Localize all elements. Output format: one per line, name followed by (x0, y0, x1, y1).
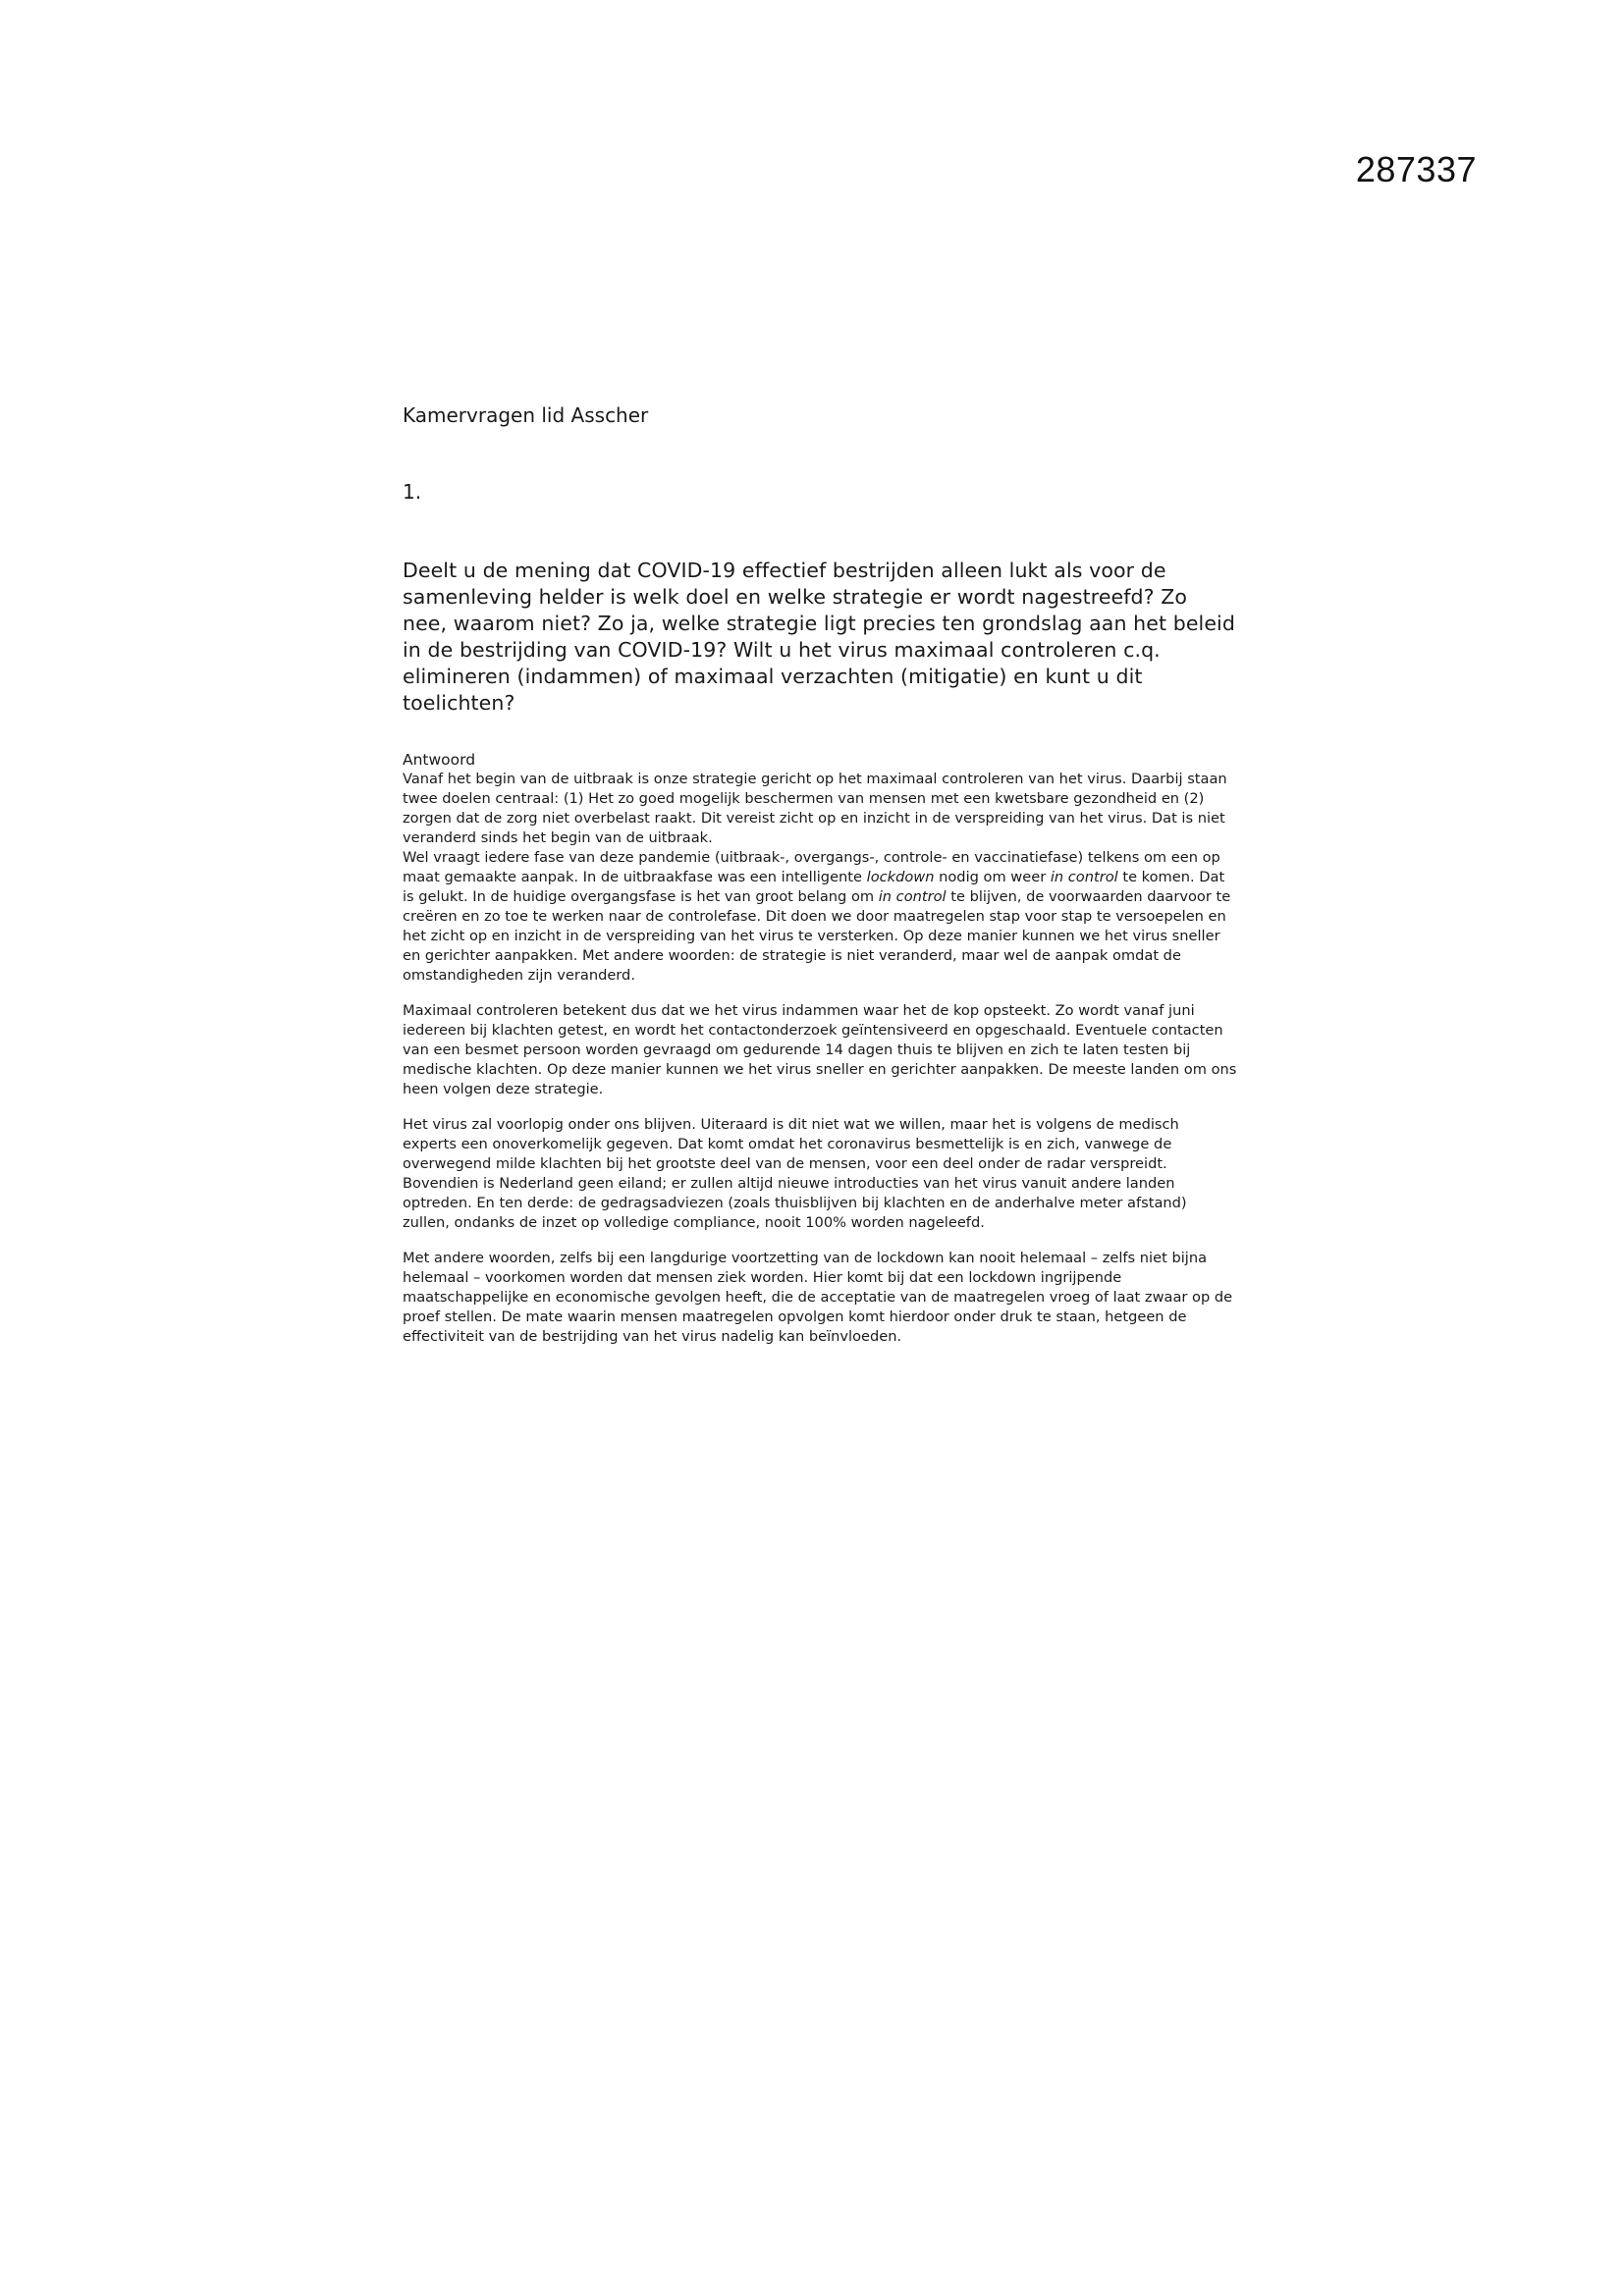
answer-heading: Antwoord (403, 751, 476, 769)
answer-paragraph-2-part-a: Wel vraagt iedere fase van deze pandemie (uitbraak-, overgangs-, controle- en vaccinatiefase) telkens om een op maat gemaakte aanpak. In de uitbraakfase was een intelligente (403, 849, 1220, 885)
answer-paragraph-2-emphasis-in-control-1: in control (1050, 869, 1118, 885)
answer-paragraph-2 (403, 848, 1237, 986)
answer-paragraph-5: Met andere woorden, zelfs bij een langdurige voortzetting van de lockdown kan nooit helemaal – zelfs niet bijna helemaal – voorkomen worden dat mensen ziek worden. Hier komt bij dat een lockdown ingrijpende maatschappelijke en economische gevolgen heeft, die de acceptatie van de maatregelen vroeg of laat zwaar op de proef stellen. De mate waarin mensen maatregelen opvolgen komt hierdoor onder druk te staan, hetgeen de effectiviteit van de bestrijding van het virus nadelig kan beïnvloeden. (403, 1250, 1233, 1345)
answer-paragraph-2-part-b: nodig om weer (934, 869, 1051, 885)
answer-paragraph-2-part-c: te komen. Dat is gelukt. In de huidige overgangsfase is het van groot belang om (403, 869, 1225, 905)
answer-paragraph-3: Maximaal controleren betekent dus dat we het virus indammen waar het de kop opsteekt. Zo wordt vanaf juni iedereen bij klachten getest, en wordt het contactonderzoek geïntensiveerd en opgeschaald. Eventuele contacten van een besmet persoon worden gevraagd om gedurende 14 dagen thuis te blijven en zich te laten testen bij medische klachten. Op deze manier kunnen we het virus sneller en gerichter aanpakken. De meeste landen om ons heen volgen deze strategie. (403, 1002, 1237, 1097)
document-body (403, 400, 1237, 1347)
document-title: Kamervragen lid Asscher (403, 403, 649, 427)
question-number: 1. (403, 480, 422, 504)
answer-paragraph-1: Vanaf het begin van de uitbraak is onze strategie gericht op het maximaal controleren van het virus. Daarbij staan twee doelen centraal: (1) Het zo goed mogelijk beschermen van mensen met een kwetsbare gezondheid en (2) zorgen dat de zorg niet overbelast raakt. Dit vereist zicht op en inzicht in de verspreiding van het virus. Dat is niet veranderd sinds het begin van de uitbraak. (403, 771, 1227, 846)
question-text: Deelt u de mening dat COVID-19 effectief bestrijden alleen lukt als voor de samenleving helder is welk doel en welke strategie er wordt nagestreefd? Zo nee, waarom niet? Zo ja, welke strategie ligt precies ten grondslag aan het beleid in de bestrijding van COVID-19? Wilt u het virus maximaal controleren c.q. elimineren (indammen) of maximaal verzachten (mitigatie) en kunt u dit toelichten? (403, 559, 1235, 715)
answer-paragraph-2-emphasis-in-control-2: in control (878, 888, 947, 905)
answer-section (403, 750, 1237, 1347)
document-number: 287337 (1355, 149, 1477, 189)
answer-paragraph-2-emphasis-lockdown: lockdown (866, 869, 935, 885)
answer-paragraph-4: Het virus zal voorlopig onder ons blijven. Uiteraard is dit niet wat we willen, maar het is volgens de medisch experts een onoverkomelijk gegeven. Dat komt omdat het coronavirus besmettelijk is en zich, vanwege de overwegend milde klachten bij het grootste deel van de mensen, voor een deel onder de radar verspreidt. Bovendien is Nederland geen eiland; er zullen altijd nieuwe introducties van het virus vanuit andere landen optreden. En ten derde: de gedragsadviezen (zoals thuisblijven bij klachten en de anderhalve meter afstand) zullen, ondanks de inzet op volledige compliance, nooit 100% worden nageleefd. (403, 1116, 1187, 1231)
answer-paragraph-2-part-d: te blijven, de voorwaarden daarvoor te creëren en zo toe te werken naar de controlefase. Dit doen we door maatregelen stap voor stap te versoepelen en het zicht op en inzicht in de verspreiding van het virus te versterken. Op deze manier kunnen we het virus sneller en gerichter aanpakken. Met andere woorden: de strategie is niet veranderd, maar wel de aanpak omdat de omstandigheden zijn veranderd. (403, 888, 1231, 984)
